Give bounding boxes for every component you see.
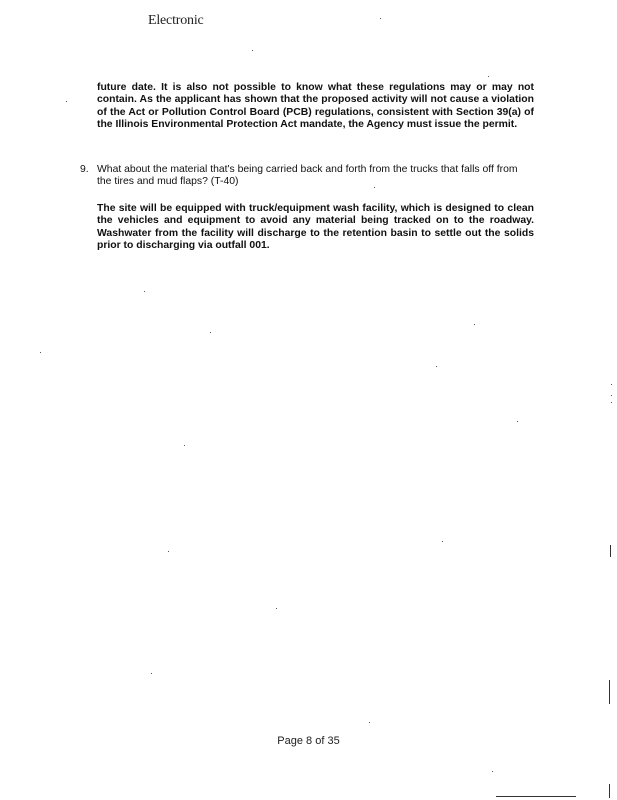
margin-mark: [609, 784, 610, 798]
scan-speck: [168, 551, 169, 552]
scan-speck: [40, 352, 41, 353]
question-number: 9.: [80, 164, 89, 175]
scan-speck: [151, 673, 152, 674]
scan-speck: [474, 324, 475, 325]
scan-speck: [210, 332, 211, 333]
scan-speck: [66, 101, 67, 102]
question-text: What about the material that's being carried back and forth from the trucks that falls off from the tires and mud flaps? (T-40): [97, 164, 518, 188]
answer-paragraph: The site will be equipped with truck/equipment wash facility, which is designed to clean the vehicles and equipment to avoid any material being tracked on to the roadway. Washwater from the facility will discharge to the retention basin to settle out the solids prior to discharging via outfall 001.: [97, 203, 534, 251]
scan-speck: [369, 722, 370, 723]
margin-mark: [609, 680, 610, 704]
scan-speck: [380, 18, 381, 19]
scan-speck: [252, 50, 253, 51]
scan-speck: [436, 366, 437, 367]
scan-speck: [488, 76, 489, 77]
scan-speck: [611, 384, 612, 385]
scan-speck: [374, 187, 375, 188]
scan-speck: [611, 395, 612, 396]
scan-speck: [492, 771, 493, 772]
electronic-stamp: Electronic: [148, 13, 204, 28]
scan-speck: [611, 402, 612, 403]
scan-speck: [184, 445, 185, 446]
continuation-paragraph: future date. It is also not possible to know what these regulations may or may not contain. As the applicant has shown that the proposed activity will not cause a violation of the Act or Pollution Control Board (PCB) regulations, consistent with Section 39(a) of the Illinois Environmental Protection Act mandate, the Agency must issue the permit.: [97, 82, 534, 130]
margin-mark: [610, 545, 611, 557]
scan-speck: [144, 291, 145, 292]
scan-speck: [517, 421, 518, 422]
page-number: Page 8 of 35: [277, 735, 340, 747]
scan-speck: [276, 608, 277, 609]
margin-mark: [496, 796, 576, 797]
scan-speck: [442, 541, 443, 542]
